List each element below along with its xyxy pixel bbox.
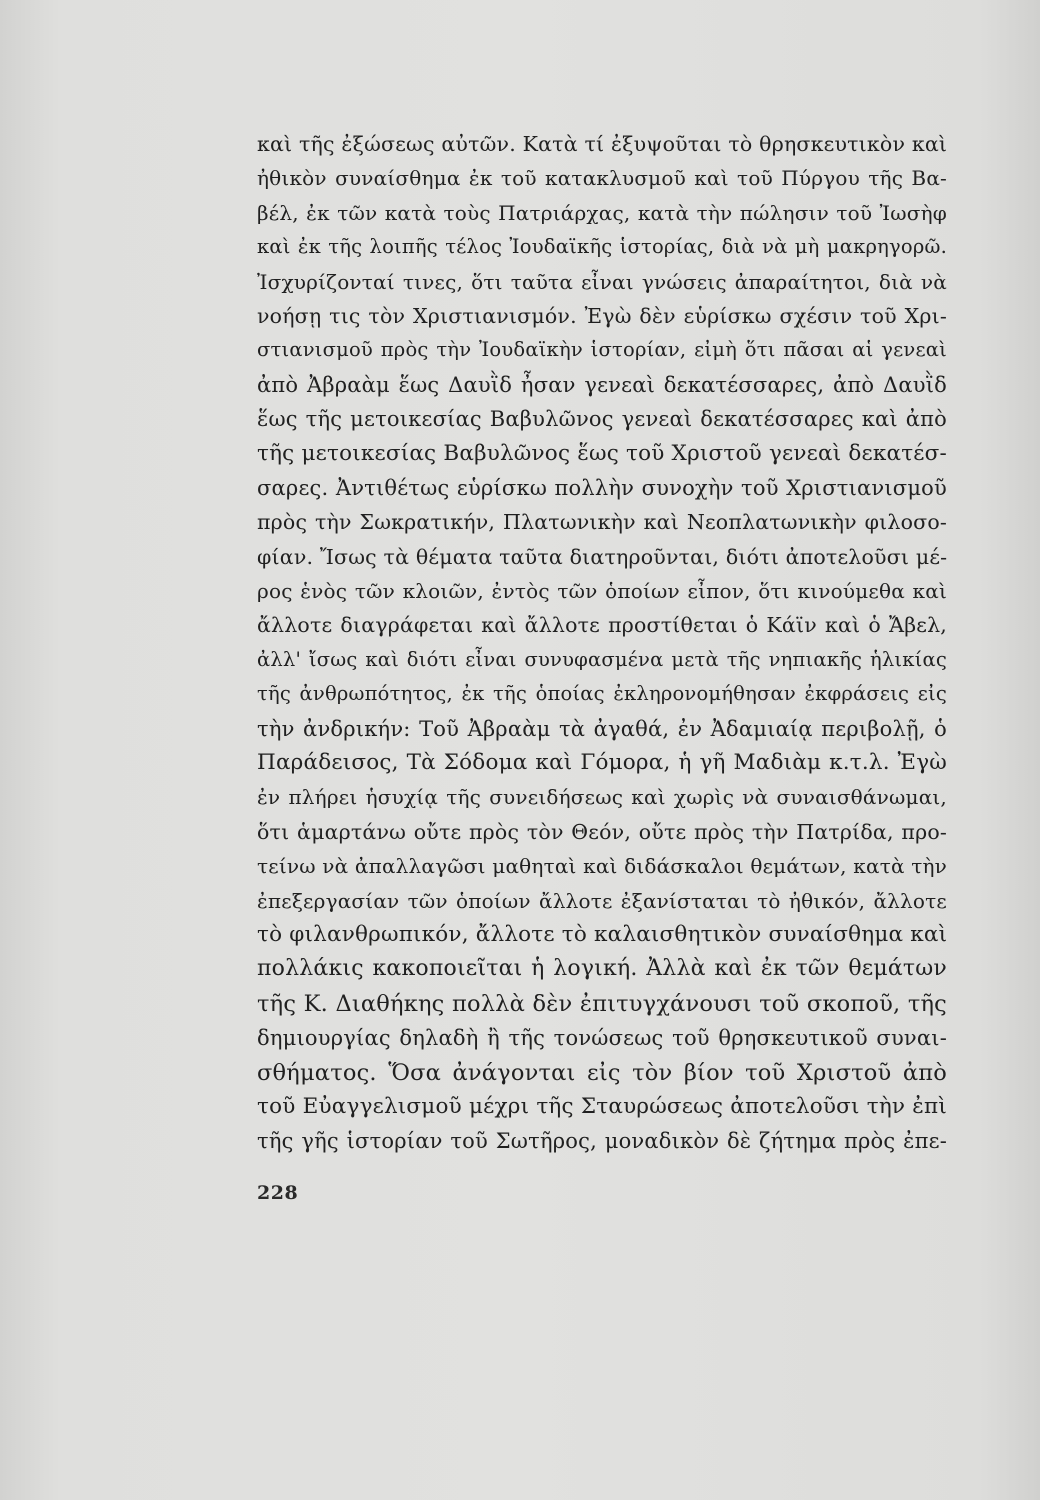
text-line: δημιουργίας δηλαδὴ ἢ τῆς τονώσεως τοῦ θρησκευτικοῦ συναι- bbox=[257, 1026, 947, 1051]
page-number: 228 bbox=[257, 1182, 299, 1204]
text-line: βέλ, ἐκ τῶν κατὰ τοὺς Πατριάρχας, κατὰ τὴν πώλησιν τοῦ Ἰωσὴφ bbox=[257, 200, 947, 225]
text-line: ἄλλοτε διαγράφεται καὶ ἄλλοτε προστίθεται ὁ Κάϊν καὶ ὁ Ἄβελ, bbox=[257, 613, 947, 638]
text-line: φίαν. Ἴσως τὰ θέματα ταῦτα διατηροῦνται, διότι ἀποτελοῦσι μέ- bbox=[257, 544, 948, 569]
text-line: Ἰσχυρίζονταί τινες, ὅτι ταῦτα εἶναι γνώσεις ἀπαραίτητοι, διὰ νὰ bbox=[257, 269, 947, 294]
text-line: καὶ τῆς ἐξώσεως αὐτῶν. Κατὰ τί ἐξυψοῦται τὸ θρησκευτικὸν καὶ bbox=[257, 132, 948, 156]
text-line: καὶ ἐκ τῆς λοιπῆς τέλος Ἰουδαϊκῆς ἱστορίας, διὰ νὰ μὴ μακρηγορῶ. bbox=[257, 235, 947, 259]
text-line: ρος ἑνὸς τῶν κλοιῶν, ἐντὸς τῶν ὁποίων εἶπον, ὅτι κινούμεθα καὶ bbox=[257, 579, 947, 604]
text-line: ἕως τῆς μετοικεσίας Βαβυλῶνος γενεαὶ δεκατέσσαρες καὶ ἀπὸ bbox=[257, 407, 947, 432]
text-line: τοῦ Εὐαγγελισμοῦ μέχρι τῆς Σταυρώσεως ἀποτελοῦσι τὴν ἐπὶ bbox=[257, 1093, 947, 1119]
text-line: τὸ φιλανθρωπικόν, ἄλλοτε τὸ καλαισθητικὸν συναίσθημα καὶ bbox=[257, 921, 948, 947]
text-line: ἀλλ' ἴσως καὶ διότι εἶναι συνυφασμένα μετὰ τῆς νηπιακῆς ἡλικίας bbox=[257, 647, 947, 671]
text-line: τὴν ἀνδρικήν: Τοῦ Ἀβραὰμ τὰ ἀγαθά, ἐν Ἀδαμιαίᾳ περιβολῇ, ὁ bbox=[257, 716, 947, 741]
text-line: ἠθικὸν συναίσθημα ἐκ τοῦ κατακλυσμοῦ καὶ τοῦ Πύργου τῆς Βα- bbox=[257, 166, 947, 191]
text-line: ἐν πλήρει ἡσυχίᾳ τῆς συνειδήσεως καὶ χωρὶς νὰ συναισθάνωμαι, bbox=[257, 785, 947, 810]
text-line: σαρες. Ἀντιθέτως εὑρίσκω πολλὴν συνοχὴν τοῦ Χριστιανισμοῦ bbox=[257, 475, 947, 500]
text-line: νοήσῃ τις τὸν Χριστιανισμόν. Ἐγὼ δὲν εὑρίσκω σχέσιν τοῦ Χρι- bbox=[257, 303, 947, 328]
text-line: τῆς Κ. Διαθήκης πολλὰ δὲν ἐπιτυγχάνουσι τοῦ σκοποῦ, τῆς bbox=[257, 990, 947, 1017]
text-line: στιανισμοῦ πρὸς τὴν Ἰουδαϊκὴν ἱστορίαν, εἰμὴ ὅτι πᾶσαι αἱ γενεαὶ bbox=[257, 338, 947, 362]
text-line: σθήματος. Ὅσα ἀνάγονται εἰς τὸν βίον τοῦ Χριστοῦ ἀπὸ bbox=[257, 1059, 947, 1086]
text-line: τῆς ἀνθρωπότητος, ἐκ τῆς ὁποίας ἐκληρονομήθησαν ἐκφράσεις εἰς bbox=[257, 682, 947, 706]
text-line: Παράδεισος, Τὰ Σόδομα καὶ Γόμορα, ἡ γῆ Μαδιὰμ κ.τ.λ. Ἐγὼ bbox=[257, 750, 947, 776]
text-line: ὅτι ἁμαρτάνω οὔτε πρὸς τὸν Θεόν, οὔτε πρὸς τὴν Πατρίδα, προ- bbox=[257, 819, 947, 844]
text-line: τῆς γῆς ἱστορίαν τοῦ Σωτῆρος, μοναδικὸν δὲ ζήτημα πρὸς ἐπε- bbox=[257, 1129, 947, 1154]
text-line: τῆς μετοικεσίας Βαβυλῶνος ἕως τοῦ Χριστοῦ γενεαὶ δεκατέσ- bbox=[257, 440, 947, 466]
text-line: πολλάκις κακοποιεῖται ἡ λογική. Ἀλλὰ καὶ ἐκ τῶν θεμάτων bbox=[257, 956, 947, 982]
text-line: ἐπεξεργασίαν τῶν ὁποίων ἄλλοτε ἐξανίσταται τὸ ἠθικόν, ἄλλοτε bbox=[257, 888, 947, 913]
text-line: τείνω νὰ ἀπαλλαγῶσι μαθηταὶ καὶ διδάσκαλοι θεμάτων, κατὰ τὴν bbox=[257, 854, 948, 879]
text-line: πρὸς τὴν Σωκρατικήν, Πλατωνικὴν καὶ Νεοπλατωνικὴν φιλοσο- bbox=[257, 510, 947, 535]
body-text bbox=[257, 127, 947, 1159]
text-line: ἀπὸ Ἀβραὰμ ἕως Δαυῒδ ἦσαν γενεαὶ δεκατέσσαρες, ἀπὸ Δαυῒδ bbox=[257, 372, 947, 397]
